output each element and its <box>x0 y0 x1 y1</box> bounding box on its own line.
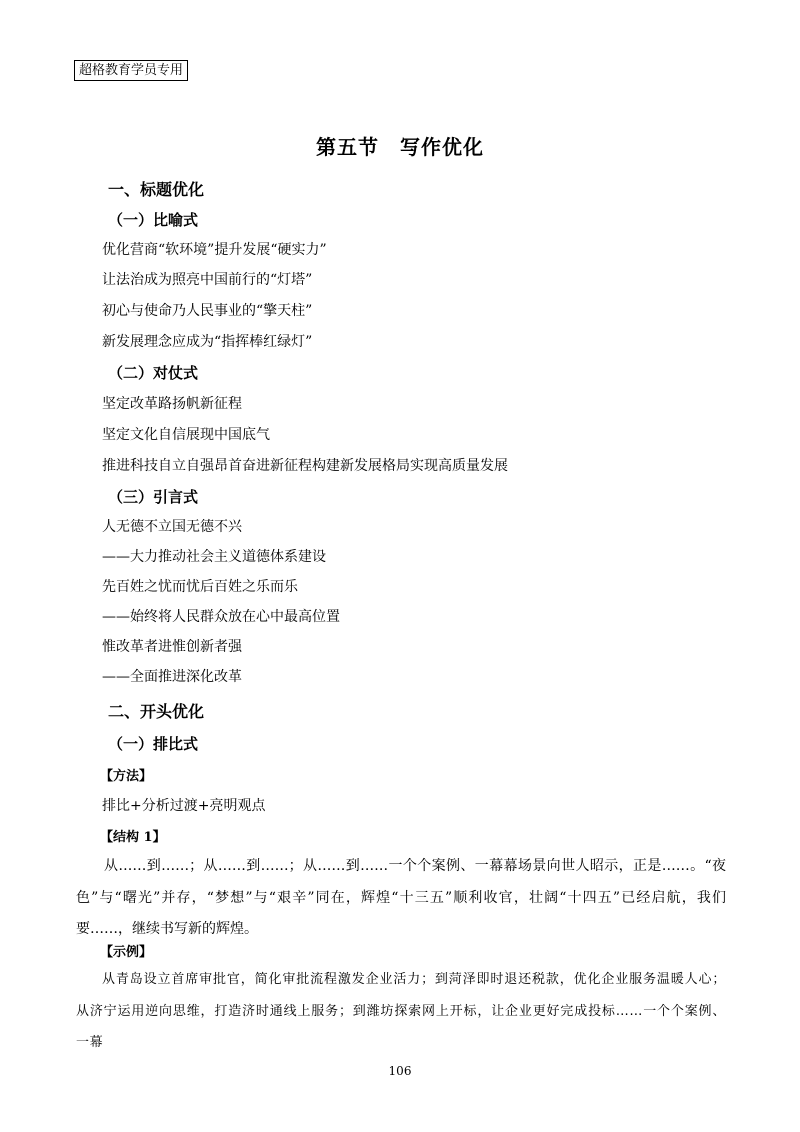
list-item: 惟改革者进惟创新者强 <box>102 639 242 655</box>
list-item: 坚定文化自信展现中国底气 <box>102 427 270 443</box>
list-item: 先百姓之忧而忧后百姓之乐而乐 <box>102 579 298 595</box>
list-item: 让法治成为照亮中国前行的“灯塔” <box>102 272 313 288</box>
list-item: 初心与使命乃人民事业的“擎天柱” <box>102 303 313 319</box>
list-item: 优化营商“软环境”提升发展“硬实力” <box>102 242 327 258</box>
subheading-metaphor: （一）比喻式 <box>108 211 199 229</box>
list-item: ——全面推进深化改革 <box>102 669 242 685</box>
list-item: ——始终将人民群众放在心中最高位置 <box>102 609 340 625</box>
list-item: 推进科技自立自强昂首奋进新征程构建新发展格局实现高质量发展 <box>102 458 508 474</box>
section-heading-title-optimization: 一、标题优化 <box>108 180 205 199</box>
page-title: 第五节 写作优化 <box>316 135 484 159</box>
subheading-quotation: （三）引言式 <box>108 488 199 506</box>
list-item: 新发展理念应成为“指挥棒红绿灯” <box>102 334 313 350</box>
header-tag: 超格教育学员专用 <box>74 60 188 81</box>
example-paragraph: 从青岛设立首席审批官，简化审批流程激发企业活力；到菏泽即时退还税款，优化企业服务温暖人心；从济宁运用逆向思维，打造济时通线上服务；到潍坊探索网上开标，让企业更好完成投标……一个个案例、一幕 <box>76 972 726 1050</box>
structure-label: 【结构 1】 <box>100 830 166 845</box>
subheading-parallel-style: （一）排比式 <box>108 735 199 753</box>
list-item: 坚定改革路扬帆新征程 <box>102 396 242 412</box>
section-heading-opening-optimization: 二、开头优化 <box>108 702 205 721</box>
structure-paragraph: 从……到……；从……到……；从……到……一个个案例、一幕幕场景向世人昭示，正是……。“夜色”与“曙光”并存，“梦想”与“艰辛”同在，辉煌“十三五”顺利收官，壮阔“十四五”已经启航，我们要……，继续书写新的辉煌。 <box>76 858 726 937</box>
page-number: 106 <box>388 1064 412 1078</box>
list-item: ——大力推动社会主义道德体系建设 <box>102 549 326 565</box>
method-text: 排比+分析过渡+亮明观点 <box>102 798 266 814</box>
example-label: 【示例】 <box>100 945 153 960</box>
subheading-parallelism: （二）对仗式 <box>108 364 199 382</box>
method-label: 【方法】 <box>100 769 153 784</box>
list-item: 人无德不立国无德不兴 <box>102 519 242 535</box>
